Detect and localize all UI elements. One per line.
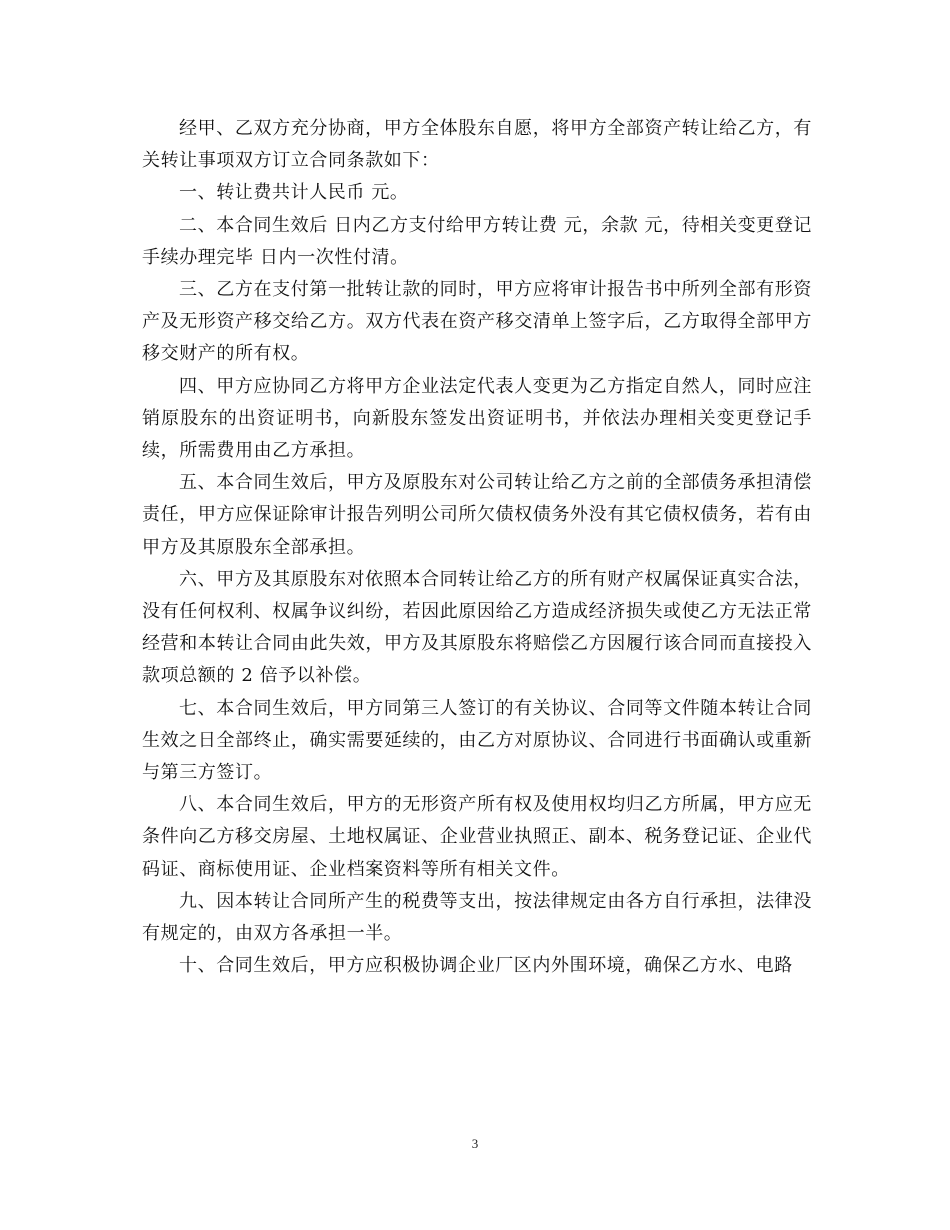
clause-7: 七、本合同生效后，甲方同第三人签订的有关协议、合同等文件随本转让合同生效之日全部终止，确实需要延续的，由乙方对原协议、合同进行书面确认或重新与第三方签订。 <box>142 697 812 784</box>
clause-9: 九、因本转让合同所产生的税费等支出，按法律规定由各方自行承担，法律没有规定的，由双方各承担一半。 <box>142 890 812 945</box>
page-number: 3 <box>471 1136 479 1151</box>
clause-4: 四、甲方应协同乙方将甲方企业法定代表人变更为乙方指定自然人，同时应注销原股东的出资证明书，向新股东签发出资证明书，并依法办理相关变更登记手续，所需费用由乙方承担。 <box>142 375 812 462</box>
clause-8: 八、本合同生效后，甲方的无形资产所有权及使用权均归乙方所属，甲方应无条件向乙方移交房屋、土地权属证、企业营业执照正、副本、税务登记证、企业代码证、商标使用证、企业档案资料等所有相关文件。 <box>142 794 812 880</box>
intro-paragraph: 经甲、乙双方充分协商，甲方全体股东自愿，将甲方全部资产转让给乙方，有关转让事项双方订立合同条款如下： <box>142 118 812 172</box>
clause-2: 二、本合同生效后 日内乙方支付给甲方转让费 元，余款 元，待相关变更登记手续办理完毕 日内一次性付清。 <box>142 214 812 268</box>
clause-5: 五、本合同生效后，甲方及原股东对公司转让给乙方之前的全部债务承担清偿责任，甲方应保证除审计报告列明公司所欠债权债务外没有其它债权债务，若有由甲方及其原股东全部承担。 <box>142 472 812 558</box>
clause-6: 六、甲方及其原股东对依照本合同转让给乙方的所有财产权属保证真实合法，没有任何权利、权属争议纠纷，若因此原因给乙方造成经济损失或使乙方无法正常经营和本转让合同由此失效，甲方及其原股东将赔偿乙方因履行该合同而直接投入款项总额的 2 倍予以补偿。 <box>142 568 812 687</box>
clause-1: 一、转让费共计人民币 元。 <box>179 182 409 204</box>
contract-body <box>142 113 812 982</box>
clause-3: 三、乙方在支付第一批转让款的同时，甲方应将审计报告书中所列全部有形资产及无形资产移交给乙方。双方代表在资产移交清单上签字后，乙方取得全部甲方移交财产的所有权。 <box>142 279 812 365</box>
clause-10: 十、合同生效后，甲方应积极协调企业厂区内外围环境，确保乙方水、电路 <box>179 955 793 977</box>
